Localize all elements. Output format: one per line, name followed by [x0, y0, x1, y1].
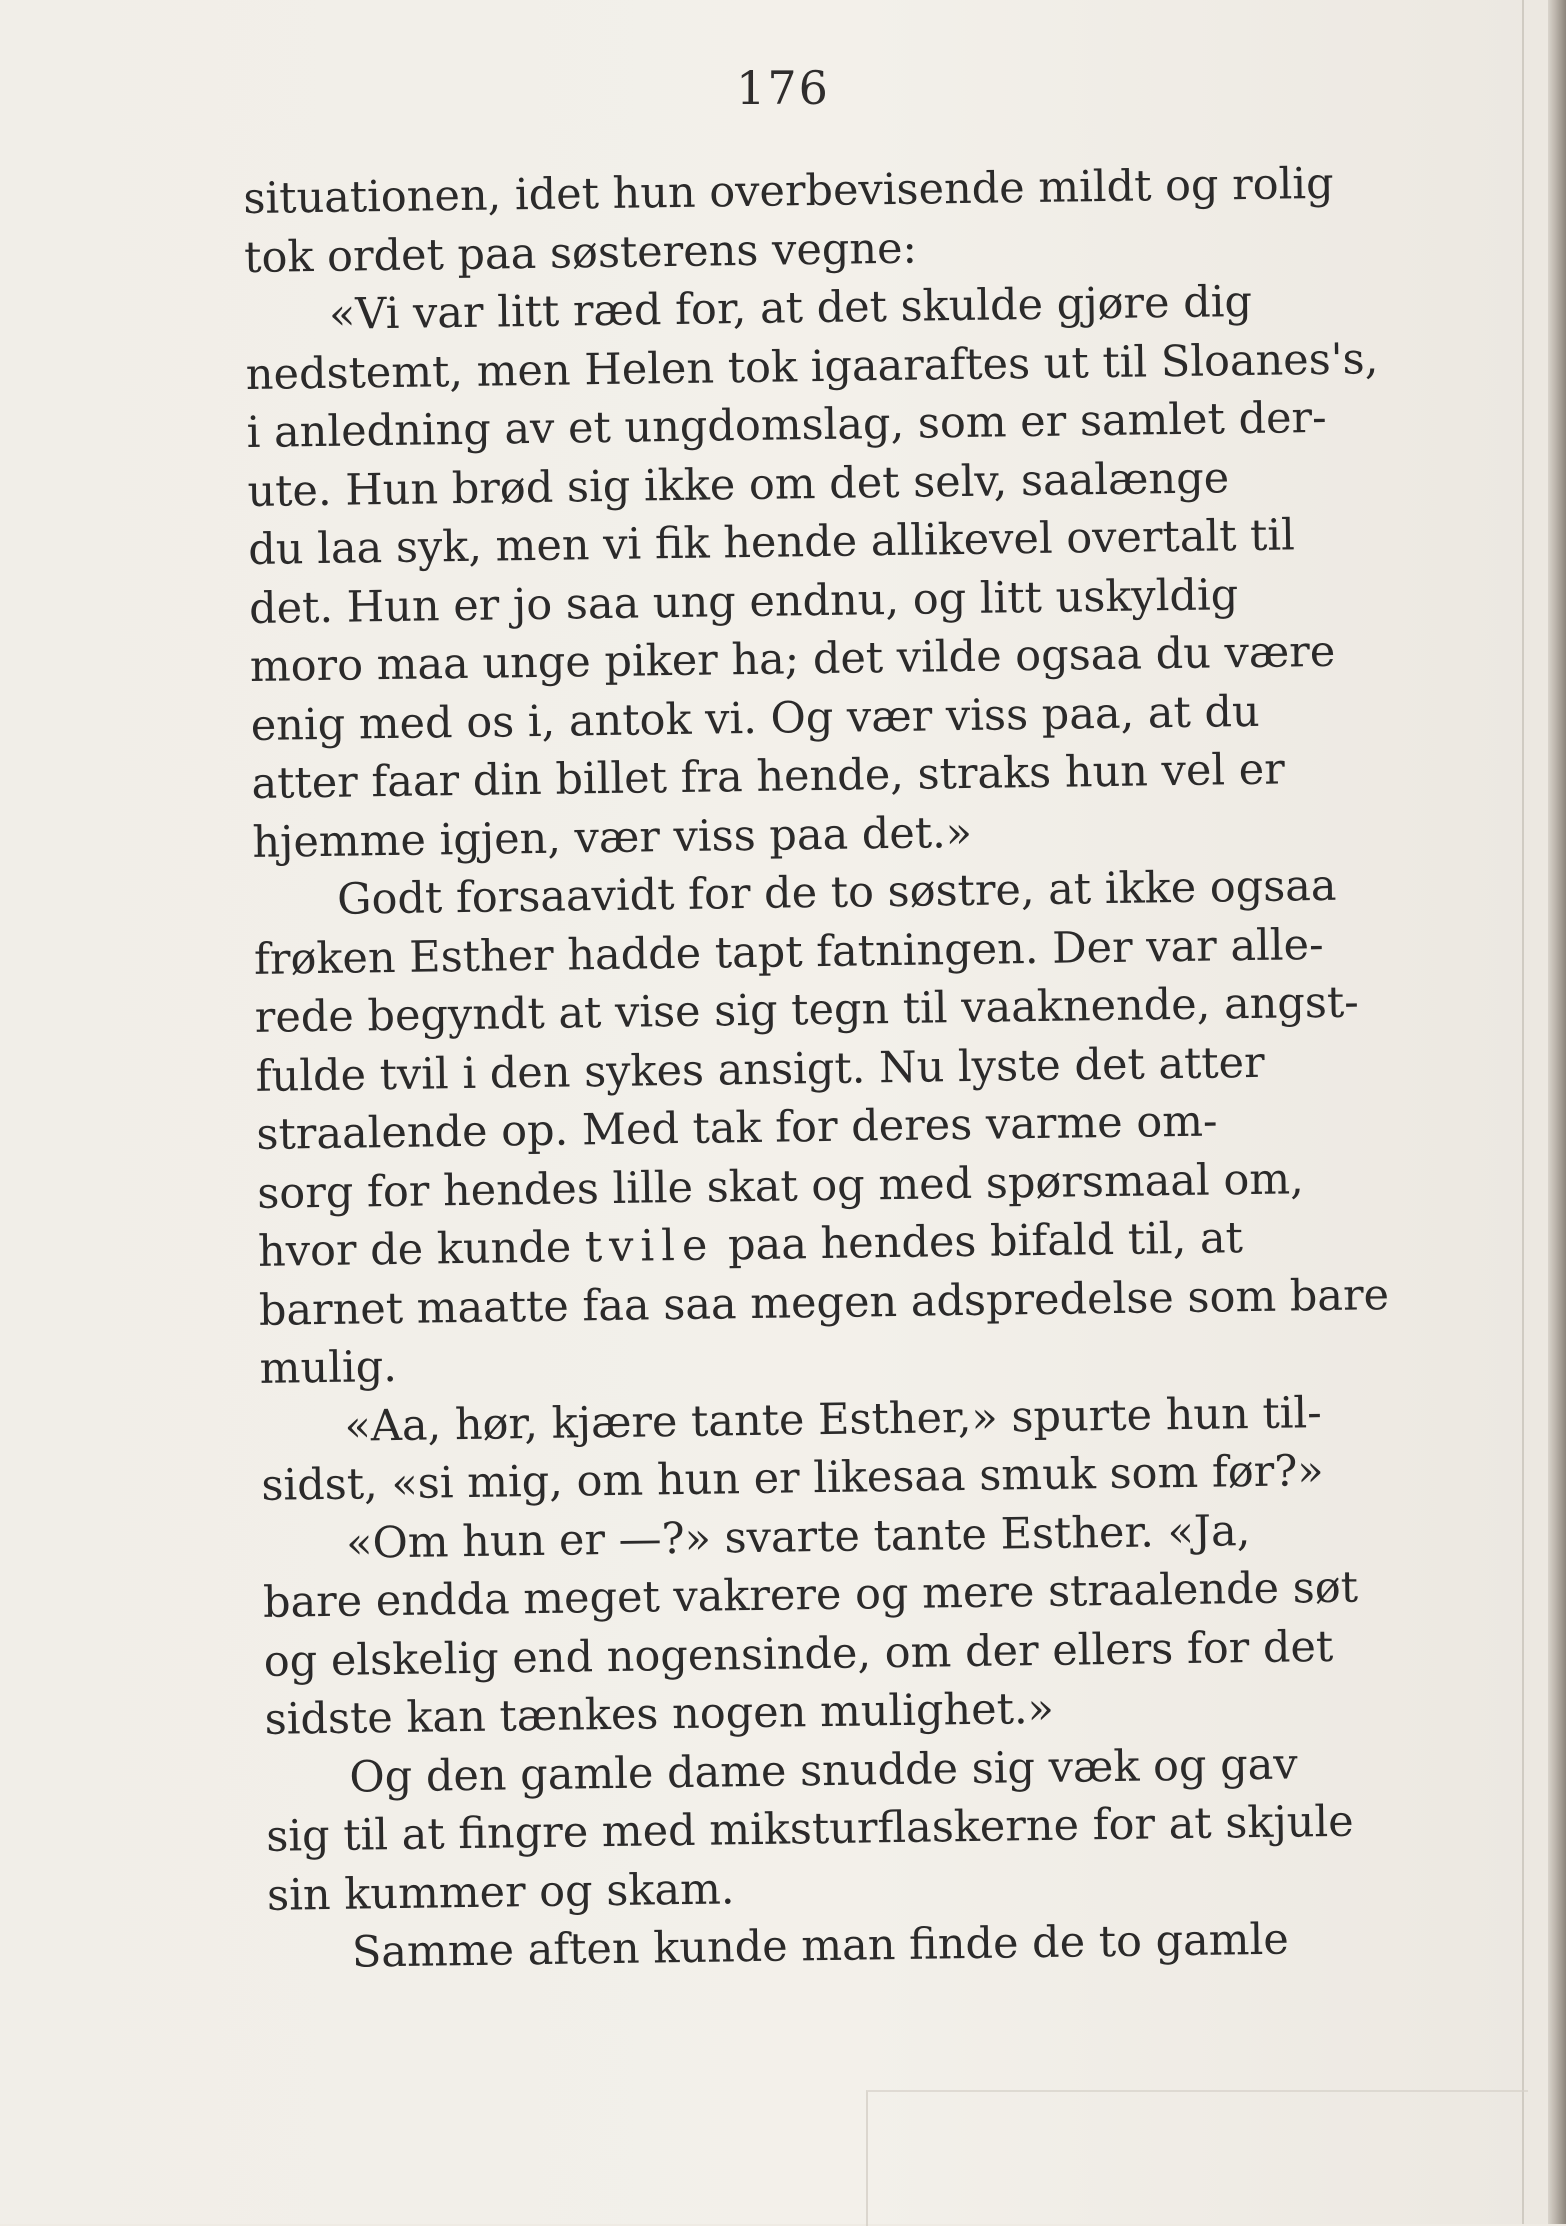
text-line: sin kummer og skam. [266, 1863, 735, 1921]
text-line: straalende op. Med tak for deres varme om- [256, 1096, 1218, 1160]
text-line: rede begyndt at vise sig tegn til vaaknende, angst- [254, 977, 1360, 1043]
page-edge-line [1522, 0, 1524, 2224]
text-line: ute. Hun brød sig ikke om det selv, saalænge [247, 452, 1230, 517]
text-line: fulde tvil i den sykes ansigt. Nu lyste det atter [255, 1037, 1265, 1102]
text-line: moro maa unge piker ha; det vilde ogsaa du være [249, 626, 1336, 692]
text-line: sorg for hendes lille skat og med spørsmaal om, [256, 1153, 1305, 1219]
text-line: Godt forsaavidt for de to søstre, at ikke ogsaa [336, 860, 1337, 925]
text-line: nedstemt, men Helen tok igaaraftes ut til Sloanes's, [245, 333, 1379, 400]
text-line: det. Hun er jo saa ung endnu, og litt uskyldig [248, 569, 1239, 634]
text-line: bare endda meget vakrere og mere straalende søt [262, 1562, 1359, 1628]
text-line: «Om hun er —?» svarte tante Esther. «Ja, [345, 1505, 1251, 1569]
text-line: «Aa, hør, kjære tante Esther,» spurte hun til- [344, 1387, 1323, 1452]
spaced-emphasis: tvile [584, 1220, 715, 1273]
text-line: atter faar din billet fra hende, straks hun vel er [251, 744, 1286, 809]
text-line: Samme aften kunde man finde de to gamle [351, 1914, 1290, 1978]
text-line: i anledning av et ungdomslag, som er samlet der- [246, 392, 1327, 458]
text-line: frøken Esther hadde tapt fatningen. Der var alle- [253, 919, 1324, 985]
text-line: Og den gamle dame snudde sig væk og gav [349, 1738, 1298, 1803]
text-line: enig med os i, antok vi. Og vær viss paa, at du [250, 686, 1261, 751]
text-segment: paa hendes bifald til, at [714, 1213, 1244, 1271]
text-line: du laa syk, men vi fik hende allikevel overtalt til [247, 510, 1296, 575]
text-line: tok ordet paa søsterens vegne: [243, 223, 918, 283]
text-line: sidste kan tænkes nogen mulighet.» [264, 1683, 1055, 1745]
page-edge-shadow [1548, 0, 1566, 2224]
text-line: barnet maatte faa saa megen adspredelse som bare [258, 1269, 1390, 1336]
text-line: sig til at fingre med miksturflaskerne for at skjule [265, 1796, 1354, 1862]
text-line: «Vi var litt ræd for, at det skulde gjøre dig [328, 276, 1253, 340]
text-line: og elskelig end nogensinde, om der ellers for det [263, 1621, 1334, 1687]
text-line: sidst, «si mig, om hun er likesaa smuk som før?» [261, 1446, 1324, 1511]
text-segment: hvor de kunde [257, 1222, 586, 1277]
body-text [243, 153, 1498, 1983]
text-line: situationen, idet hun overbevisende mildt og rolig [243, 158, 1334, 224]
text-line: hjemme igjen, vær viss paa det.» [252, 807, 973, 868]
page-number: 176 [736, 61, 830, 115]
text-line: mulig. [259, 1341, 398, 1394]
scan-artifact [866, 2090, 1528, 2226]
